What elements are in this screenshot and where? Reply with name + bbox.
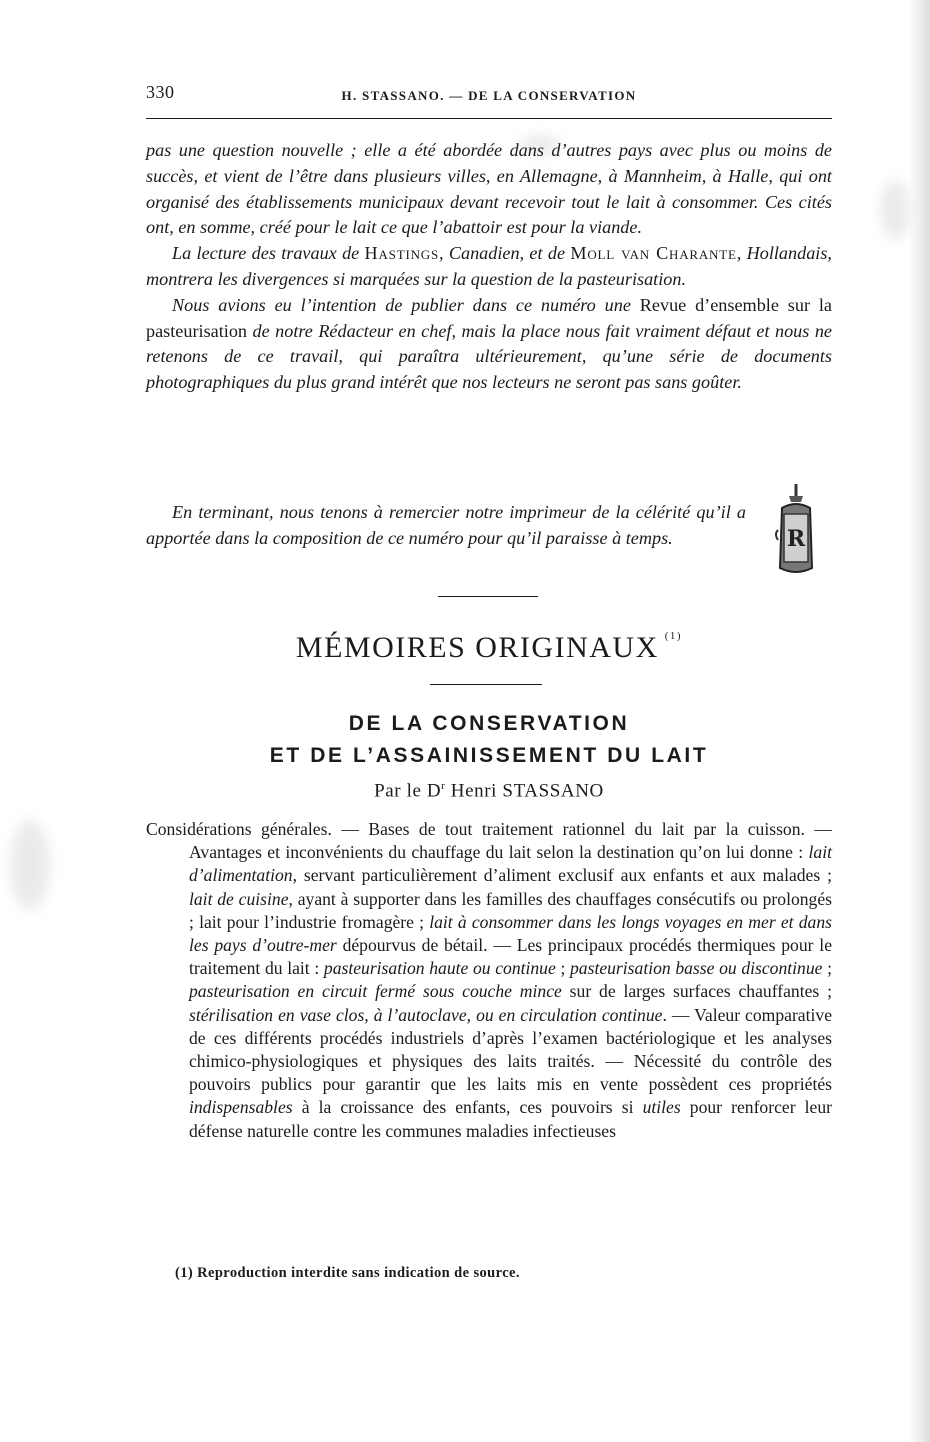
text-run: sur de larges surfaces chauffantes ; <box>561 981 832 1002</box>
running-title: H. STASSANO. — DE LA CONSERVATION <box>341 88 637 103</box>
paragraph: pas une question nouvelle ; elle a été abordée dans d’autres pays avec plus ou moins de succès, et vient de l’être dans plusieurs villes, en Allemagne, à Mannheim, à Halle, qui ont organisé des établissements municipaux devant recevoir tout le lait à consommer. Ces cités ont, en somme, créé pour le lait ce que l’abattoir est pour la viande. <box>146 140 832 238</box>
text-run: ; <box>555 958 570 979</box>
section-divider <box>430 684 542 685</box>
text-run: , Canadien, et de <box>438 243 571 264</box>
text-run: lait d’alimentation <box>189 842 832 886</box>
text-run: , Hollandais, montrera les divergences si marquées sur la question de la pasteurisation. <box>146 243 832 289</box>
closing-paragraph <box>146 500 746 552</box>
author-name: Henri STASSANO <box>445 780 604 802</box>
text-run: stérilisation en vase clos, à l’autoclave, ou en circulation continue <box>189 1004 663 1025</box>
header-rule <box>146 118 832 119</box>
section-divider <box>438 596 538 597</box>
text-run: pasteurisation en circuit fermé sous couche mince <box>189 981 562 1002</box>
paper-stain <box>880 180 910 240</box>
text-run: . — Valeur comparative de ces différents procédés industriels d’après l’examen bactériologique et les analyses chimico-physiologiques et physiques des laits traités. — Nécessité du contrôle des pouvoirs publics pour garantir que les laits mis en vente possèdent ces propriétés <box>189 1004 833 1095</box>
printer-mark-letter: R <box>786 526 806 552</box>
paragraph <box>146 293 832 396</box>
byline-prefix: Par le D <box>374 780 442 802</box>
paper-stain <box>10 820 50 910</box>
byline <box>146 780 832 802</box>
text-run: pour renforcer leur défense naturelle contre les communes maladies infectieuses <box>189 1097 832 1141</box>
text-run: Considérations générales. — Bases de tout traitement rationnel du lait par la cuisson. — Avantages et inconvénients du chauffage du lait selon la destination qu’on lui donne : <box>146 819 832 863</box>
text-run: de notre Rédacteur en chef, mais la place nous fait vraiment défaut et nous ne retenons de ce travail, qui paraîtra ultérieurement, qu’une série de documents photographiques du plus grand intérêt que nos lecteurs ne seront pas sans goûter. <box>146 320 832 393</box>
section-title: MÉMOIRES ORIGINAUX <box>295 631 659 664</box>
text-run: pasteurisation haute ou continue <box>323 958 556 979</box>
text-run: lait à consommer dans les longs voyages en mer et dans les pays d’outre-mer <box>189 911 832 956</box>
editorial-text <box>146 138 832 396</box>
printer-mark-icon <box>772 480 820 578</box>
text-run: utiles <box>642 1097 681 1118</box>
text-run: indispensables <box>189 1097 293 1118</box>
text-run: Revue d’ensemble sur la pasteurisation <box>146 294 832 341</box>
article-title-line: DE LA CONSERVATION <box>348 712 630 735</box>
author-name: Hastings <box>364 243 439 264</box>
page-edge-shadow <box>908 0 930 1442</box>
text-run: à la croissance des enfants, ces pouvoirs si <box>292 1097 643 1118</box>
text-run: pasteurisation basse ou discontinue <box>570 958 823 979</box>
paragraph: En terminant, nous tenons à remercier notre imprimeur de la célérité qu’il a apportée dans la composition de ce numéro pour qu’il paraisse à temps. <box>146 502 746 548</box>
byline-superscript: r <box>441 780 446 792</box>
text-run: ; <box>822 958 832 979</box>
article-title-line: ET DE L’ASSAINISSEMENT DU LAIT <box>269 744 709 767</box>
section-heading <box>146 630 832 665</box>
page-number: 330 <box>146 82 175 102</box>
summary-paragraph <box>146 818 832 1143</box>
text-run: dépourvus de bétail. — Les principaux procédés thermiques pour le traitement du lait : <box>189 935 833 979</box>
text-run: , servant particulièrement d’aliment exclusif aux enfants et aux malades ; <box>292 865 832 886</box>
text-run: Nous avions eu l’intention de publier dans ce numéro une <box>172 294 640 315</box>
footnote: (1) Reproduction interdite sans indication de source. <box>175 1265 520 1281</box>
article-title <box>146 708 832 772</box>
paragraph <box>146 241 832 293</box>
text-run: , ayant à supporter dans les familles des chauffages consécutifs ou prolongés ; lait pour l’industrie fromagère ; <box>189 888 833 932</box>
footnote-reference: (1) <box>664 630 683 642</box>
text-run: lait de cuisine <box>189 888 289 909</box>
running-head <box>146 80 832 110</box>
author-name: Moll van Charante <box>570 243 737 264</box>
text-run: La lecture des travaux de <box>172 243 365 264</box>
article-summary <box>146 818 832 1143</box>
